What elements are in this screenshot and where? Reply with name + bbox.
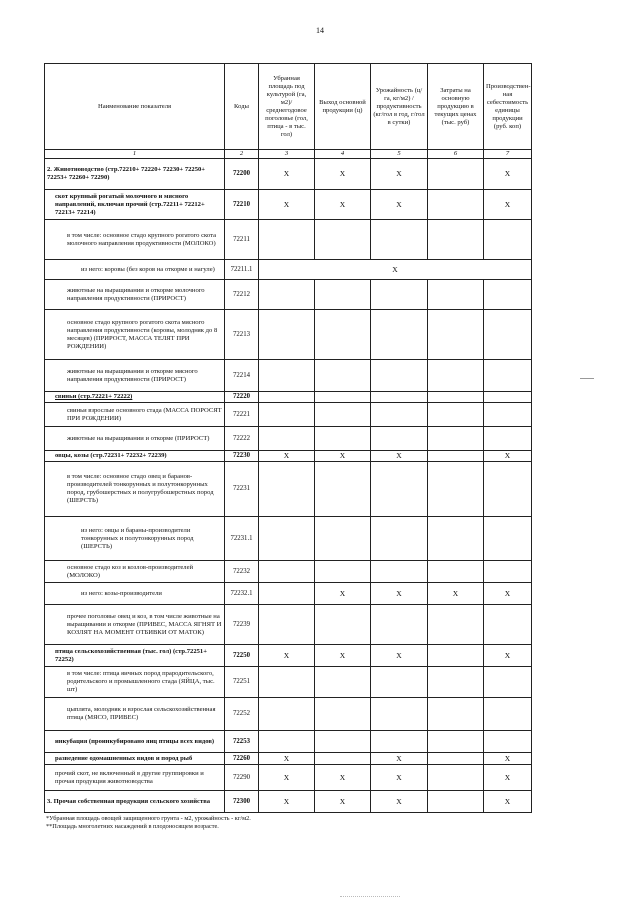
cell-yield: X — [371, 753, 428, 765]
cell-output — [315, 753, 371, 765]
row-label: скот крупный рогатый молочного и мясного направлений, включая прочий (стр.72211+ 72212+ 72213+ 72214) — [45, 190, 225, 220]
cell-yield — [371, 360, 428, 392]
cell-area — [259, 403, 315, 427]
cell-output — [315, 731, 371, 753]
row-code: 72253 — [225, 731, 259, 753]
cell-costs — [428, 159, 484, 190]
cell-costs — [428, 462, 484, 517]
cell-costs — [428, 645, 484, 667]
header-costs: Затраты на основную продукцию в текущих ценах (тыс. руб) — [428, 64, 484, 150]
cell-area — [259, 731, 315, 753]
cell-area — [259, 360, 315, 392]
cell-yield: X — [371, 451, 428, 462]
cell-output — [315, 360, 371, 392]
cell-yield — [371, 220, 428, 260]
cell-unit-cost — [484, 667, 532, 698]
cell-costs: X — [428, 583, 484, 605]
table-row — [45, 462, 532, 517]
index-cell: 4 — [315, 150, 371, 159]
row-code: 72213 — [225, 310, 259, 360]
row-label: разведение одомашненных видов и пород рыб — [45, 753, 225, 765]
table-row — [45, 561, 532, 583]
header-area: Убранная площадь под культурой (га, м2)/ среднегодовое поголовье (гол, птица - в тыс. гол) — [259, 64, 315, 150]
row-code: 72230 — [225, 451, 259, 462]
table-row — [45, 360, 532, 392]
cell-yield — [371, 698, 428, 731]
row-code: 72239 — [225, 605, 259, 645]
table-row — [45, 280, 532, 310]
cell-yield — [371, 310, 428, 360]
cell-output — [315, 698, 371, 731]
cell-yield: X — [371, 791, 428, 813]
cell-costs — [428, 605, 484, 645]
cell-yield — [371, 667, 428, 698]
cell-unit-cost: X — [484, 583, 532, 605]
footnote-perennial: **Площадь многолетних насаждений в плодоносящем возрасте. — [46, 823, 219, 830]
row-label: цыплята, молодняк и взрослая сельскохозяйственная птица (МЯСО, ПРИВЕС) — [45, 698, 225, 731]
index-cell: 5 — [371, 150, 428, 159]
row-code: 72290 — [225, 765, 259, 791]
cell-unit-cost: X — [484, 765, 532, 791]
index-cell: 2 — [225, 150, 259, 159]
cell-output — [315, 403, 371, 427]
cell-costs — [428, 392, 484, 403]
cell-area: X — [259, 190, 315, 220]
cell-unit-cost — [484, 561, 532, 583]
cell-yield — [371, 280, 428, 310]
row-label: свиньи (стр.72221+ 72222) — [45, 392, 225, 403]
cell-yield: X — [371, 190, 428, 220]
row-label: 2. Животноводство (стр.72210+ 72220+ 72230+ 72250+ 72253+ 72260+ 72290) — [45, 159, 225, 190]
cell-costs — [428, 403, 484, 427]
cell-output — [315, 561, 371, 583]
index-cell: 1 — [45, 150, 225, 159]
row-label: из него: овцы и бараны-производители тонкорунных и полутонкорунных пород (ШЕРСТЬ) — [45, 517, 225, 561]
row-code: 72250 — [225, 645, 259, 667]
table-row — [45, 517, 532, 561]
cell-costs — [428, 561, 484, 583]
row-code: 72221 — [225, 403, 259, 427]
header-unit-cost: Производствен-ная себестоимость единицы продукции (руб. коп) — [484, 64, 532, 150]
header-codes: Коды — [225, 64, 259, 150]
cell-output — [315, 392, 371, 403]
cell-unit-cost — [484, 605, 532, 645]
cell-costs — [428, 731, 484, 753]
cell-area — [259, 583, 315, 605]
cell-unit-cost — [484, 462, 532, 517]
footnote-area: *Убранная площадь овощей защищенного грунта - м2, урожайность - кг/м2. — [46, 815, 251, 822]
row-code: 72200 — [225, 159, 259, 190]
row-label: 3. Прочая собственная продукция сельского хозяйства — [45, 791, 225, 813]
cell-area — [259, 280, 315, 310]
row-label: инкубация (проинкубировано яиц птицы всех видов) — [45, 731, 225, 753]
row-label: из него: коровы (без коров на откорме и нагуле) — [45, 260, 225, 280]
cell-costs — [428, 517, 484, 561]
row-label: прочий скот, не включенный в другие группировки и прочая продукция животноводства — [45, 765, 225, 791]
cell-unit-cost: X — [484, 753, 532, 765]
cell-costs — [428, 360, 484, 392]
row-label: из него: козы-производители — [45, 583, 225, 605]
cell-area: X — [259, 645, 315, 667]
cell-yield: X — [371, 765, 428, 791]
header-name: Наименование показателя — [45, 64, 225, 150]
cell-unit-cost — [484, 403, 532, 427]
table-row — [45, 698, 532, 731]
cell-costs — [428, 667, 484, 698]
cell-area: X — [259, 791, 315, 813]
cell-area: X — [259, 159, 315, 190]
merged-cell: X — [259, 260, 532, 280]
cell-output: X — [315, 190, 371, 220]
row-code: 72212 — [225, 280, 259, 310]
cell-costs — [428, 753, 484, 765]
cell-unit-cost: X — [484, 791, 532, 813]
row-code: 72211.1 — [225, 260, 259, 280]
row-label: птица сельскохозяйственная (тыс. гол) (стр.72251+ 72252) — [45, 645, 225, 667]
cell-area — [259, 392, 315, 403]
index-cell: 6 — [428, 150, 484, 159]
row-label: овцы, козы (стр.72231+ 72232+ 72239) — [45, 451, 225, 462]
cell-area — [259, 605, 315, 645]
table-row — [45, 403, 532, 427]
cell-yield: X — [371, 583, 428, 605]
row-code: 72251 — [225, 667, 259, 698]
table-row — [45, 159, 532, 190]
cell-costs — [428, 698, 484, 731]
cell-output — [315, 310, 371, 360]
cell-unit-cost — [484, 310, 532, 360]
cell-output — [315, 517, 371, 561]
cell-yield — [371, 427, 428, 451]
cell-unit-cost — [484, 360, 532, 392]
table-row — [45, 791, 532, 813]
index-row — [45, 150, 532, 159]
cell-costs — [428, 220, 484, 260]
cell-yield — [371, 731, 428, 753]
table-row — [45, 392, 532, 403]
cell-output: X — [315, 765, 371, 791]
cell-yield: X — [371, 645, 428, 667]
table-row — [45, 427, 532, 451]
cell-yield — [371, 605, 428, 645]
cell-area: X — [259, 753, 315, 765]
cell-unit-cost — [484, 731, 532, 753]
table-row — [45, 260, 532, 280]
livestock-table — [44, 63, 532, 813]
cell-yield — [371, 517, 428, 561]
cell-output: X — [315, 791, 371, 813]
page-number: 14 — [316, 26, 324, 35]
cell-output — [315, 605, 371, 645]
row-code: 72231 — [225, 462, 259, 517]
row-label: животные на выращивании и откорме (ПРИРОСТ) — [45, 427, 225, 451]
header-row — [45, 64, 532, 150]
row-code: 72232.1 — [225, 583, 259, 605]
cell-yield: X — [371, 159, 428, 190]
table-row — [45, 667, 532, 698]
row-code: 72222 — [225, 427, 259, 451]
index-cell: 3 — [259, 150, 315, 159]
cell-costs — [428, 190, 484, 220]
cell-area: X — [259, 451, 315, 462]
cell-area — [259, 698, 315, 731]
cell-area — [259, 427, 315, 451]
cell-area — [259, 517, 315, 561]
table-row — [45, 310, 532, 360]
cell-output: X — [315, 159, 371, 190]
scan-mark — [340, 896, 400, 897]
row-code: 72211 — [225, 220, 259, 260]
row-label: основное стадо коз и козлов-производителей (МОЛОКО) — [45, 561, 225, 583]
cell-costs — [428, 791, 484, 813]
row-label: в том числе: птица яичных пород прародительского, родительского и промышленного стада (ЯЙЦА, тыс. шт) — [45, 667, 225, 698]
row-label: основное стадо крупного рогатого скота мясного направления продуктивности (коровы, молодняк до 8 месяцев) (ПРИРОСТ, МАССА ТЕЛЯТ ПРИ РОЖДЕНИИ) — [45, 310, 225, 360]
row-label: свиньи взрослые основного стада (МАССА ПОРОСЯТ ПРИ РОЖДЕНИИ) — [45, 403, 225, 427]
cell-costs — [428, 427, 484, 451]
cell-output: X — [315, 451, 371, 462]
row-code: 72232 — [225, 561, 259, 583]
table-row — [45, 583, 532, 605]
row-label: в том числе: основное стадо крупного рогатого скота молочного направления продуктивности (МОЛОКО) — [45, 220, 225, 260]
header-yield: Урожайность (ц/га, кг/м2) / продуктивность (кг/гол в год, г/гол в сутки) — [371, 64, 428, 150]
index-cell: 7 — [484, 150, 532, 159]
cell-unit-cost: X — [484, 190, 532, 220]
row-code: 72260 — [225, 753, 259, 765]
table-row — [45, 753, 532, 765]
row-label: животные на выращивании и откорме мясного направления продуктивности (ПРИРОСТ) — [45, 360, 225, 392]
cell-area: X — [259, 765, 315, 791]
cell-output — [315, 667, 371, 698]
cell-unit-cost — [484, 392, 532, 403]
row-code: 72300 — [225, 791, 259, 813]
cell-unit-cost — [484, 517, 532, 561]
row-code: 72210 — [225, 190, 259, 220]
scan-mark — [580, 378, 594, 379]
cell-output: X — [315, 583, 371, 605]
cell-yield — [371, 403, 428, 427]
cell-unit-cost — [484, 280, 532, 310]
row-label: прочее поголовье овец и коз, в том числе животные на выращивании и откорме (ПРИВЕС, МАССА ЯГНЯТ И КОЗЛЯТ НА МОМЕНТ ОТБИВКИ ОТ МАТОК) — [45, 605, 225, 645]
cell-unit-cost — [484, 427, 532, 451]
cell-costs — [428, 280, 484, 310]
row-label: в том числе: основное стадо овец и баранов-производителей тонкорунных и полутонкорунных пород, грубошерстных и полугрубошерстных пород (ШЕРСТЬ) — [45, 462, 225, 517]
cell-area — [259, 667, 315, 698]
cell-unit-cost — [484, 698, 532, 731]
cell-output — [315, 427, 371, 451]
cell-costs — [428, 310, 484, 360]
row-code: 72252 — [225, 698, 259, 731]
row-code: 72220 — [225, 392, 259, 403]
cell-unit-cost — [484, 220, 532, 260]
cell-yield — [371, 392, 428, 403]
cell-output: X — [315, 645, 371, 667]
cell-unit-cost: X — [484, 451, 532, 462]
table-row — [45, 190, 532, 220]
cell-costs — [428, 765, 484, 791]
table-row — [45, 731, 532, 753]
cell-costs — [428, 451, 484, 462]
cell-area — [259, 310, 315, 360]
cell-yield — [371, 462, 428, 517]
header-output: Выход основной продукции (ц) — [315, 64, 371, 150]
row-code: 72214 — [225, 360, 259, 392]
table-row — [45, 220, 532, 260]
cell-area — [259, 561, 315, 583]
table-row — [45, 451, 532, 462]
table-row — [45, 645, 532, 667]
cell-area — [259, 462, 315, 517]
row-label: животные на выращивании и откорме молочного направления продуктивности (ПРИРОСТ) — [45, 280, 225, 310]
row-code: 72231.1 — [225, 517, 259, 561]
cell-output — [315, 280, 371, 310]
footnotes — [46, 815, 251, 831]
table-row — [45, 765, 532, 791]
cell-output — [315, 220, 371, 260]
cell-area — [259, 220, 315, 260]
cell-unit-cost: X — [484, 159, 532, 190]
cell-yield — [371, 561, 428, 583]
cell-output — [315, 462, 371, 517]
table-row — [45, 605, 532, 645]
cell-unit-cost: X — [484, 645, 532, 667]
